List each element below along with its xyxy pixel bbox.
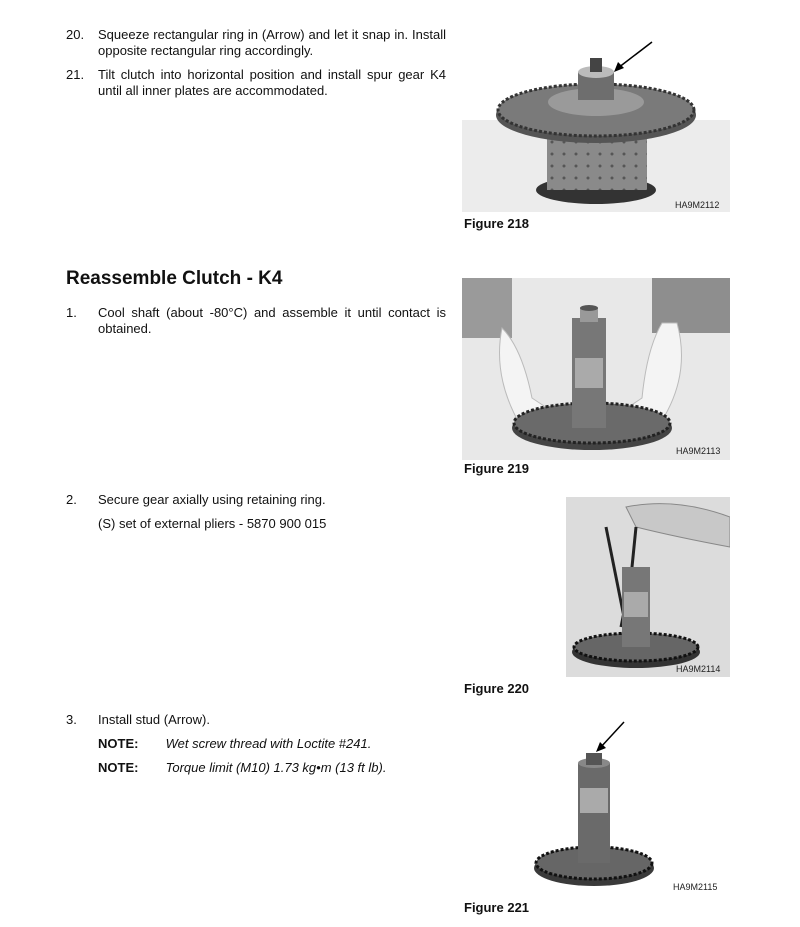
note-label: NOTE: <box>98 760 139 775</box>
step-text: Tilt clutch into horizontal position and install spur gear K4 until all inner plates are accommodated. <box>98 67 446 98</box>
figure-220-code: HA9M2114 <box>676 664 721 674</box>
figure-220-photo <box>566 497 730 677</box>
step-number: 1. <box>66 305 77 320</box>
step-text: Squeeze rectangular ring in (Arrow) and let it snap in. Install opposite rectangular ring accordingly. <box>98 27 446 58</box>
step-1 <box>66 305 446 337</box>
tool-reference: (S) set of external pliers - 5870 900 015 <box>98 516 327 531</box>
step-number: 21. <box>66 67 85 82</box>
step-number: 2. <box>66 492 77 507</box>
note-text: Wet screw thread with Loctite #241. <box>165 736 372 751</box>
step-text: Secure gear axially using retaining ring. <box>98 492 326 507</box>
step-text: Cool shaft (about -80°C) and assemble it until contact is obtained. <box>98 305 446 336</box>
step-3 <box>66 712 446 728</box>
figure-221-photo <box>532 718 656 894</box>
step-21 <box>66 67 446 99</box>
figure-219-photo <box>462 278 730 460</box>
figure-219-caption: Figure 219 <box>464 461 530 476</box>
note-1 <box>98 736 371 752</box>
figure-218-code: HA9M2112 <box>675 200 720 210</box>
step-number: 3. <box>66 712 77 727</box>
figure-218-caption: Figure 218 <box>464 216 530 231</box>
figure-221-caption: Figure 221 <box>464 900 530 915</box>
step-2 <box>66 492 446 508</box>
figure-219-code: HA9M2113 <box>676 446 721 456</box>
section-heading: Reassemble Clutch - K4 <box>66 268 283 289</box>
note-text: Torque limit (M10) 1.73 kg•m (13 ft lb). <box>165 760 387 775</box>
figure-221-code: HA9M2115 <box>673 882 718 892</box>
step-20 <box>66 27 446 59</box>
note-label: NOTE: <box>98 736 139 751</box>
note-2 <box>98 760 386 776</box>
figure-220-caption: Figure 220 <box>464 681 530 696</box>
step-text: Install stud (Arrow). <box>98 712 210 727</box>
step-number: 20. <box>66 27 85 42</box>
figure-218-photo <box>462 40 730 212</box>
